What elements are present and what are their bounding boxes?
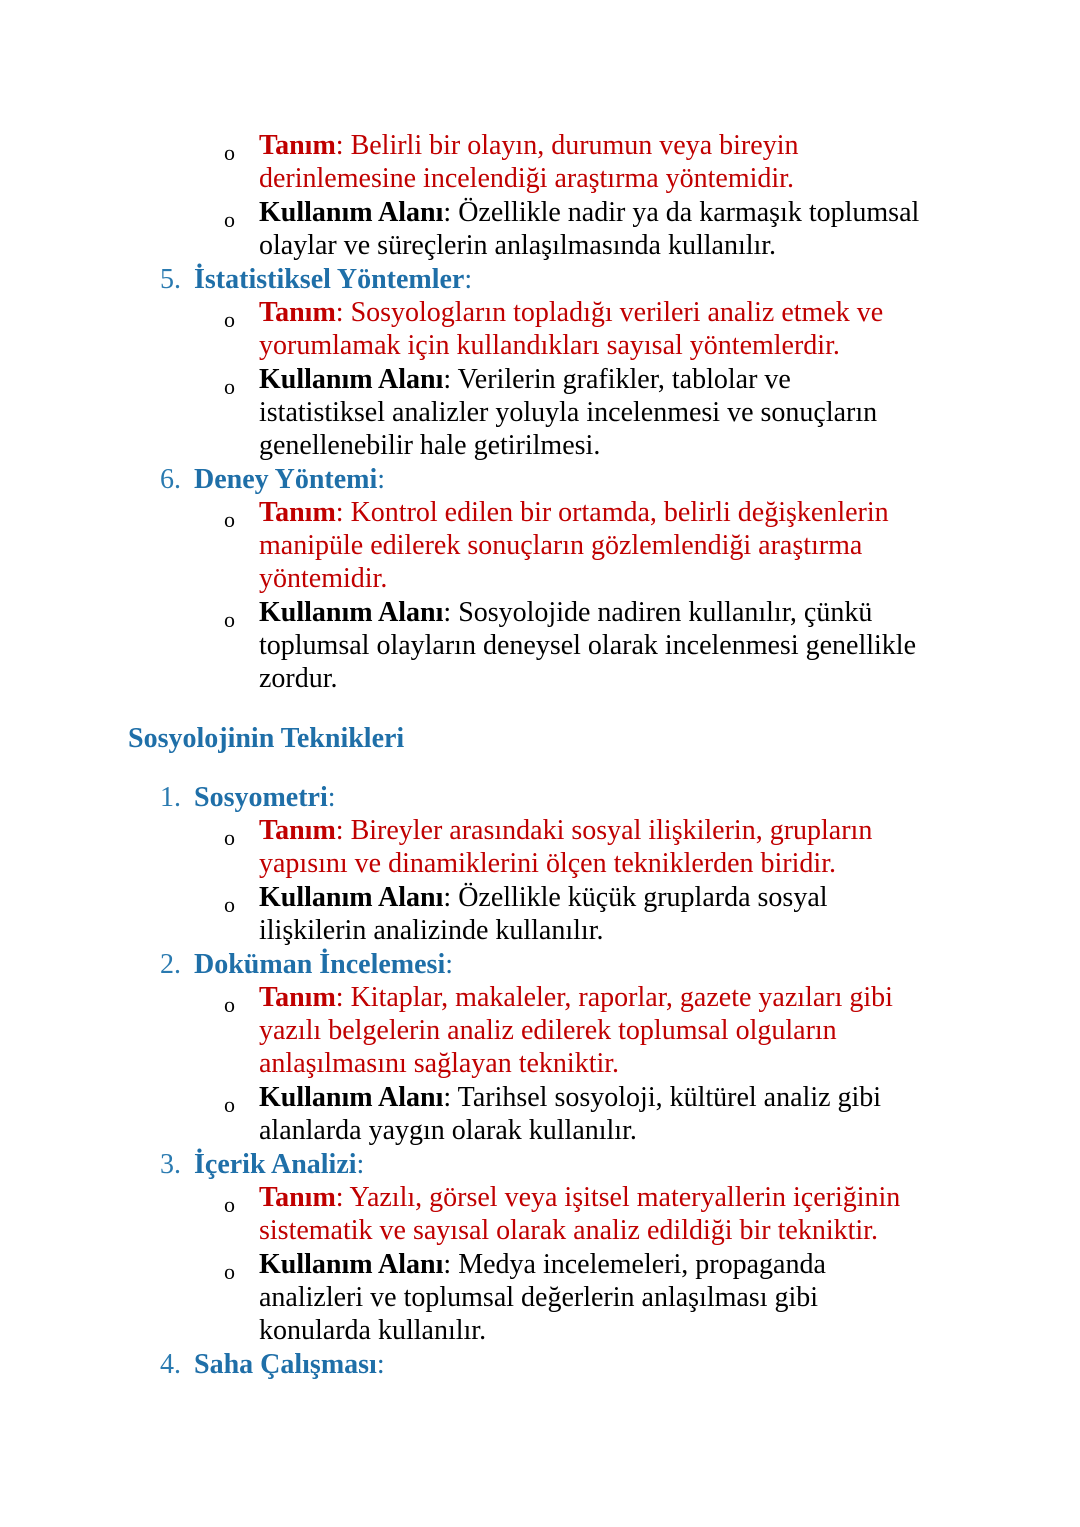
usage-line <box>259 1248 826 1281</box>
technique-title-text: Doküman İncelemesi <box>194 949 446 980</box>
usage-text: Medya incelemeleri, propaganda <box>451 1249 826 1280</box>
usage-text: Verilerin grafikler, tablolar ve <box>451 364 791 395</box>
usage-text: konularda kullanılır. <box>259 1315 487 1346</box>
bullet-marker: o <box>224 1092 235 1117</box>
usage-text: ilişkilerin analizinde kullanılır. <box>259 915 604 946</box>
usage-label: Kullanım Alanı <box>259 1249 444 1280</box>
definition-label: Tanım <box>259 982 336 1013</box>
definition-text: sistematik ve sayısal olarak analiz edildiği bir tekniktir. <box>259 1215 878 1246</box>
definition-text: yapısını ve dinamiklerini ölçen tekniklerden biridir. <box>259 848 836 879</box>
definition-line <box>259 496 889 529</box>
bullet-marker: o <box>224 1192 235 1217</box>
label-separator: : <box>335 982 344 1013</box>
method-title-text: Deney Yöntemi <box>194 464 378 495</box>
bullet-marker: o <box>224 1259 235 1284</box>
technique-title-text: İçerik Analizi <box>194 1149 357 1180</box>
list-number: 5. <box>160 264 181 295</box>
bullet-marker: o <box>224 374 235 399</box>
definition-label: Tanım <box>259 1182 336 1213</box>
technique-title <box>194 781 336 814</box>
title-colon: : <box>327 782 336 813</box>
usage-text: Tarihsel sosyoloji, kültürel analiz gibi <box>451 1082 882 1113</box>
definition-label: Tanım <box>259 497 336 528</box>
bullet-marker: o <box>224 825 235 850</box>
technique-title <box>194 1148 364 1181</box>
usage-label: Kullanım Alanı <box>259 364 444 395</box>
technique-title-text: Saha Çalışması <box>194 1349 377 1380</box>
definition-text: Belirli bir olayın, durumun veya bireyin <box>343 130 799 161</box>
usage-text: Özellikle nadir ya da karmaşık toplumsal <box>451 197 920 228</box>
definition-label: Tanım <box>259 130 336 161</box>
label-separator: : <box>443 882 452 913</box>
technique-title <box>194 1348 385 1381</box>
usage-text: Sosyolojide nadiren kullanılır, çünkü <box>451 597 873 628</box>
usage-text: olaylar ve süreçlerin anlaşılmasında kullanılır. <box>259 230 777 261</box>
label-separator: : <box>443 597 452 628</box>
list-number: 4. <box>160 1349 181 1380</box>
bullet-marker: o <box>224 507 235 532</box>
method-title <box>194 263 472 296</box>
title-colon: : <box>376 1349 385 1380</box>
usage-line <box>259 363 791 396</box>
definition-text: derinlemesine incelendiği araştırma yöntemidir. <box>259 163 794 194</box>
usage-line <box>259 596 872 629</box>
definition-text: Bireyler arasındaki sosyal ilişkilerin, grupların <box>343 815 873 846</box>
definition-line <box>259 981 893 1014</box>
label-separator: : <box>335 815 344 846</box>
definition-label: Tanım <box>259 815 336 846</box>
usage-text: toplumsal olayların deneysel olarak incelenmesi genellikle <box>259 630 917 661</box>
title-colon: : <box>377 464 386 495</box>
definition-line <box>259 1181 900 1214</box>
method-title <box>194 463 385 496</box>
technique-title-text: Sosyometri <box>194 782 328 813</box>
label-separator: : <box>443 1082 452 1113</box>
bullet-marker: o <box>224 892 235 917</box>
list-number: 3. <box>160 1149 181 1180</box>
definition-text: anlaşılmasını sağlayan tekniktir. <box>259 1048 620 1079</box>
usage-text: genellenebilir hale getirilmesi. <box>259 430 601 461</box>
label-separator: : <box>443 197 452 228</box>
title-colon: : <box>445 949 454 980</box>
usage-label: Kullanım Alanı <box>259 597 444 628</box>
label-separator: : <box>443 364 452 395</box>
definition-text: yorumlamak için kullandıkları sayısal yöntemlerdir. <box>259 330 840 361</box>
list-number: 1. <box>160 782 181 813</box>
definition-line <box>259 814 872 847</box>
bullet-marker: o <box>224 207 235 232</box>
usage-text: alanlarda yaygın olarak kullanılır. <box>259 1115 637 1146</box>
bullet-marker: o <box>224 307 235 332</box>
usage-text: istatistiksel analizler yoluyla incelenmesi ve sonuçların <box>259 397 878 428</box>
usage-label: Kullanım Alanı <box>259 197 444 228</box>
definition-text: yazılı belgelerin analiz edilerek toplumsal olguların <box>259 1015 837 1046</box>
usage-text: Özellikle küçük gruplarda sosyal <box>451 882 828 913</box>
definition-text: Sosyologların topladığı verileri analiz etmek ve <box>343 297 884 328</box>
definition-text: Kontrol edilen bir ortamda, belirli değişkenlerin <box>343 497 889 528</box>
title-colon: : <box>464 264 473 295</box>
usage-text: analizleri ve toplumsal değerlerin anlaşılması gibi <box>259 1282 819 1313</box>
bullet-marker: o <box>224 140 235 165</box>
section-heading: Sosyolojinin Teknikleri <box>128 723 405 754</box>
bullet-marker: o <box>224 992 235 1017</box>
usage-line <box>259 1081 881 1114</box>
label-separator: : <box>335 1182 344 1213</box>
label-separator: : <box>443 1249 452 1280</box>
usage-label: Kullanım Alanı <box>259 882 444 913</box>
list-number: 6. <box>160 464 181 495</box>
definition-line <box>259 129 798 162</box>
definition-line <box>259 296 883 329</box>
definition-label: Tanım <box>259 297 336 328</box>
usage-line <box>259 196 919 229</box>
definition-text: Yazılı, görsel veya işitsel materyallerin içeriğinin <box>343 1182 901 1213</box>
label-separator: : <box>335 297 344 328</box>
label-separator: : <box>335 497 344 528</box>
label-separator: : <box>335 130 344 161</box>
method-title-text: İstatistiksel Yöntemler <box>194 264 465 295</box>
usage-line <box>259 881 828 914</box>
definition-text: manipüle edilerek sonuçların gözlemlendiği araştırma <box>259 530 863 561</box>
usage-label: Kullanım Alanı <box>259 1082 444 1113</box>
title-colon: : <box>356 1149 365 1180</box>
definition-text: yöntemidir. <box>259 563 388 594</box>
list-number: 2. <box>160 949 181 980</box>
bullet-marker: o <box>224 607 235 632</box>
definition-text: Kitaplar, makaleler, raporlar, gazete yazıları gibi <box>343 982 893 1013</box>
technique-title <box>194 948 453 981</box>
usage-text: zordur. <box>259 663 338 694</box>
